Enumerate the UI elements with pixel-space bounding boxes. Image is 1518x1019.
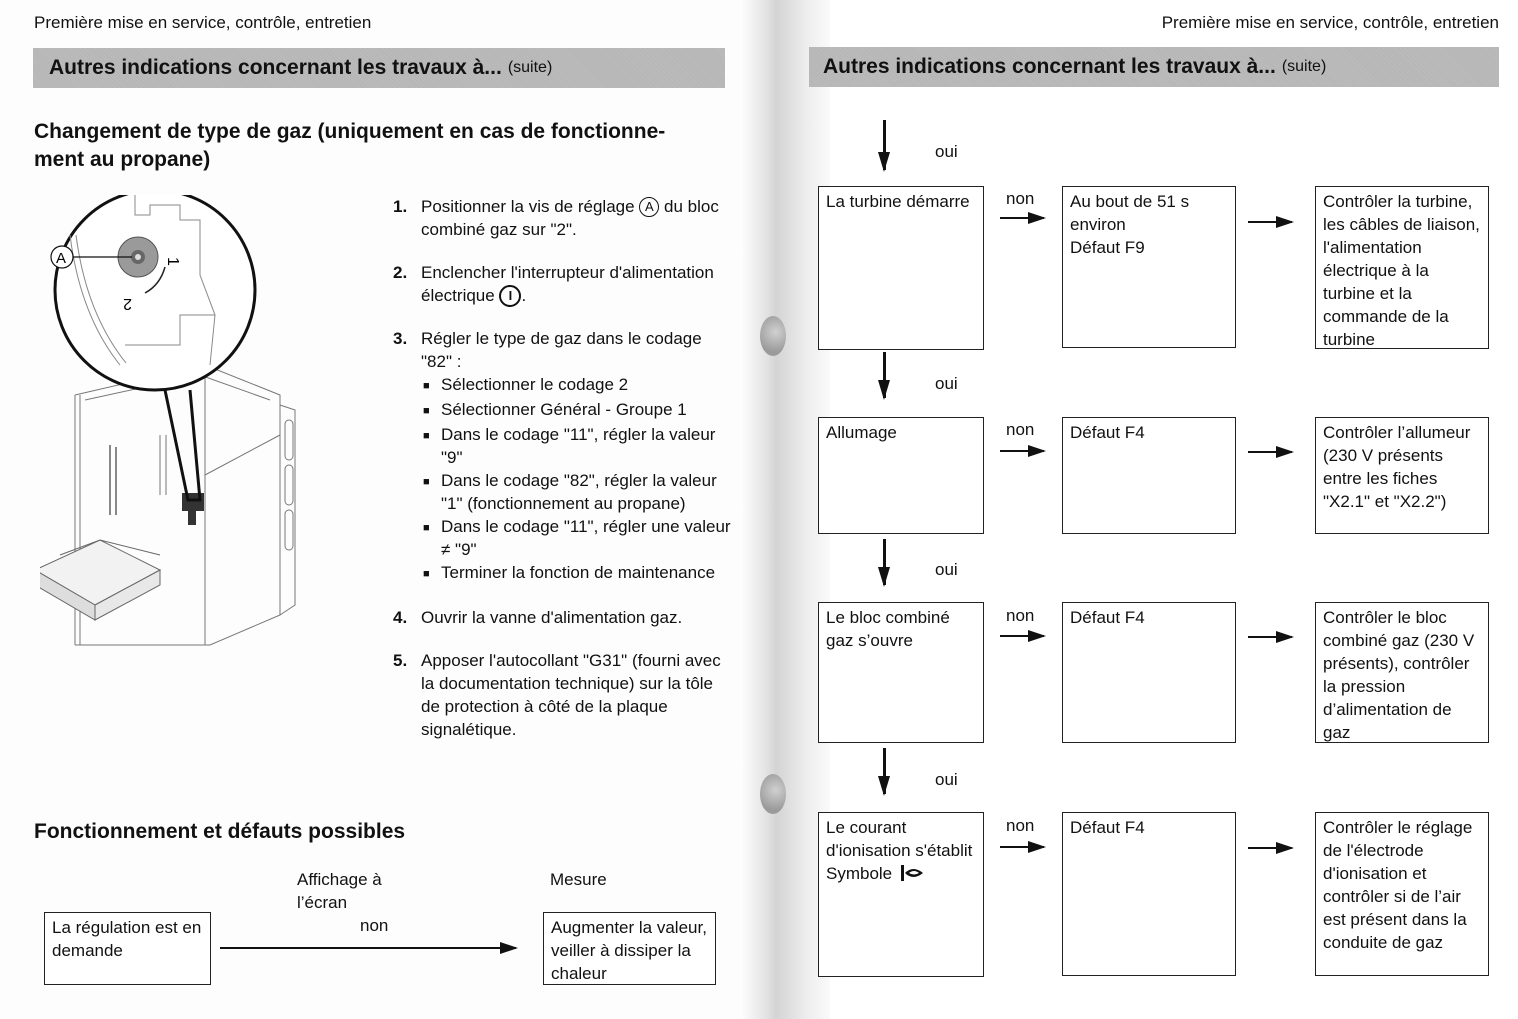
branch-label-no: non xyxy=(1006,420,1035,439)
display-box-f4: Défaut F4 xyxy=(1062,602,1236,743)
bullet-square-icon: ■ xyxy=(423,522,430,534)
bullet-square-icon: ■ xyxy=(423,476,430,488)
section-banner xyxy=(809,47,1499,87)
arrow-right-icon xyxy=(1000,635,1044,637)
arrow-down-icon xyxy=(883,748,886,794)
arrow-right-icon xyxy=(1248,847,1292,849)
heading-line-2: ment au propane) xyxy=(34,148,211,171)
banner-suffix: (suite) xyxy=(507,59,553,76)
branch-label-no: non xyxy=(360,916,389,935)
measure-box-ionisation: Contrôler le réglage de l'électrode d'ionisation et contrôler si de l’air est présent dans la conduite de gaz xyxy=(1315,812,1489,976)
condition-box-ionisation: Le courant d'ionisation s'établit Symbole xyxy=(818,812,984,977)
step-number: 2. xyxy=(393,263,408,282)
procedure-steps xyxy=(393,195,733,761)
running-head: Première mise en service, contrôle, entretien xyxy=(1161,13,1499,32)
step-number: 4. xyxy=(393,608,408,627)
branch-label-no: non xyxy=(1006,189,1035,208)
arrow-down-icon xyxy=(883,352,886,398)
substep: ■ Terminer la fonction de maintenance xyxy=(421,561,733,586)
substep: ■ Dans le codage "82", régler la valeur "1" (fonctionnement au propane) xyxy=(423,471,717,513)
step-5: 5. Apposer l'autocollant "G31" (fourni avec la documentation technique) sur la tôle de protection à côté de la plaque signalétique. xyxy=(393,651,721,739)
step-number: 1. xyxy=(393,197,408,216)
arrow-right-icon xyxy=(1248,451,1292,453)
measure-box-turbine: Contrôler la turbine, les câbles de liaison, l'alimentation électrique à la turbine et la commande de la turbine xyxy=(1315,186,1489,349)
bullet-square-icon: ■ xyxy=(423,380,430,392)
arrow-right-icon xyxy=(1248,221,1292,223)
column-header-display: Affichage à l’écran xyxy=(297,870,382,912)
power-switch-icon: I xyxy=(499,285,521,307)
branch-label-yes: oui xyxy=(935,770,958,789)
condition-box-gas-valve: Le bloc combiné gaz s’ouvre xyxy=(818,602,984,743)
section-heading-gas-change xyxy=(34,118,734,174)
banner-suffix: (suite) xyxy=(1281,58,1327,75)
measure-box-gas-valve: Contrôler le bloc combiné gaz (230 V présents), contrôler la pression d’alimentation de gaz xyxy=(1315,602,1489,743)
substep: ■ Dans le codage "11", régler une valeur ≠ "9" xyxy=(423,517,731,559)
step-2: 2. Enclencher l'interrupteur d'alimentation électrique I . xyxy=(393,263,714,305)
display-box-f4: Défaut F4 xyxy=(1062,812,1236,976)
flow-start-box: La régulation est en demande xyxy=(44,912,211,985)
section-banner xyxy=(33,48,725,88)
measure-box: Augmenter la valeur, veiller à dissiper la chaleur xyxy=(543,912,716,985)
branch-label-yes: oui xyxy=(935,374,958,393)
banner-title: Autres indications concernant les travaux à... xyxy=(49,56,502,79)
right-page xyxy=(760,0,1518,1019)
step-number: 5. xyxy=(393,651,408,670)
gas-valve-illustration xyxy=(40,195,360,650)
svg-text:1: 1 xyxy=(164,257,181,266)
section-heading-operation: Fonctionnement et défauts possibles xyxy=(34,820,406,843)
branch-label-no: non xyxy=(1006,816,1035,835)
substep: ■ Dans le codage "11", régler la valeur "9" xyxy=(423,425,716,467)
column-header-measure: Mesure xyxy=(550,870,607,889)
callout-a-icon: A xyxy=(639,197,659,217)
substep: ■ Sélectionner Général - Groupe 1 xyxy=(421,398,733,423)
measure-box-ignition: Contrôler l’allumeur (230 V présents entre les fiches "X2.1" et "X2.2") xyxy=(1315,417,1489,534)
display-box-f4: Défaut F4 xyxy=(1062,417,1236,534)
arrow-down-icon xyxy=(883,120,886,170)
branch-label-no: non xyxy=(1006,606,1035,625)
arrow-down-icon xyxy=(883,539,886,585)
bullet-square-icon: ■ xyxy=(423,430,430,442)
step-3: 3. Régler le type de gaz dans le codage "82" : ■ Sélectionner le codage 2 ■ Sélectionner Général - Groupe 1 ■ Dans le codage "11", régler la valeur "9" ■ Dans le codage "82", régler la valeur "1" (fonctionnement au propane) ■ Dans le codage "11", régler une valeur ≠ "9" ■ Terminer la fonction de maintenance xyxy=(393,327,733,586)
condition-box-turbine: La turbine démarre xyxy=(818,186,984,350)
step-3-substeps xyxy=(421,373,733,586)
bullet-square-icon: ■ xyxy=(423,405,430,417)
arrow-right-icon xyxy=(1248,636,1292,638)
arrow-right-icon xyxy=(1000,217,1044,219)
bullet-square-icon: ■ xyxy=(423,568,430,580)
running-head: Première mise en service, contrôle, entretien xyxy=(34,13,372,32)
flame-symbol-icon xyxy=(901,865,925,881)
arrow-right-icon xyxy=(1000,846,1044,848)
step-number: 3. xyxy=(393,329,408,348)
heading-line-1: Changement de type de gaz (uniquement en cas de fonctionne- xyxy=(34,120,666,143)
banner-title: Autres indications concernant les travaux à... xyxy=(823,55,1276,78)
condition-box-ignition: Allumage xyxy=(818,417,984,534)
svg-text:2: 2 xyxy=(123,295,132,312)
branch-label-yes: oui xyxy=(935,560,958,579)
arrow-right-icon xyxy=(220,947,516,949)
svg-text:A: A xyxy=(56,250,67,267)
display-box-f9: Au bout de 51 s environ Défaut F9 xyxy=(1062,186,1236,348)
substep: ■ Sélectionner le codage 2 xyxy=(421,373,733,398)
branch-label-yes: oui xyxy=(935,142,958,161)
arrow-right-icon xyxy=(1000,450,1044,452)
step-4: 4. Ouvrir la vanne d'alimentation gaz. xyxy=(393,608,683,627)
step-1: 1. Positionner la vis de réglage A du bloc combiné gaz sur "2". xyxy=(393,197,719,239)
